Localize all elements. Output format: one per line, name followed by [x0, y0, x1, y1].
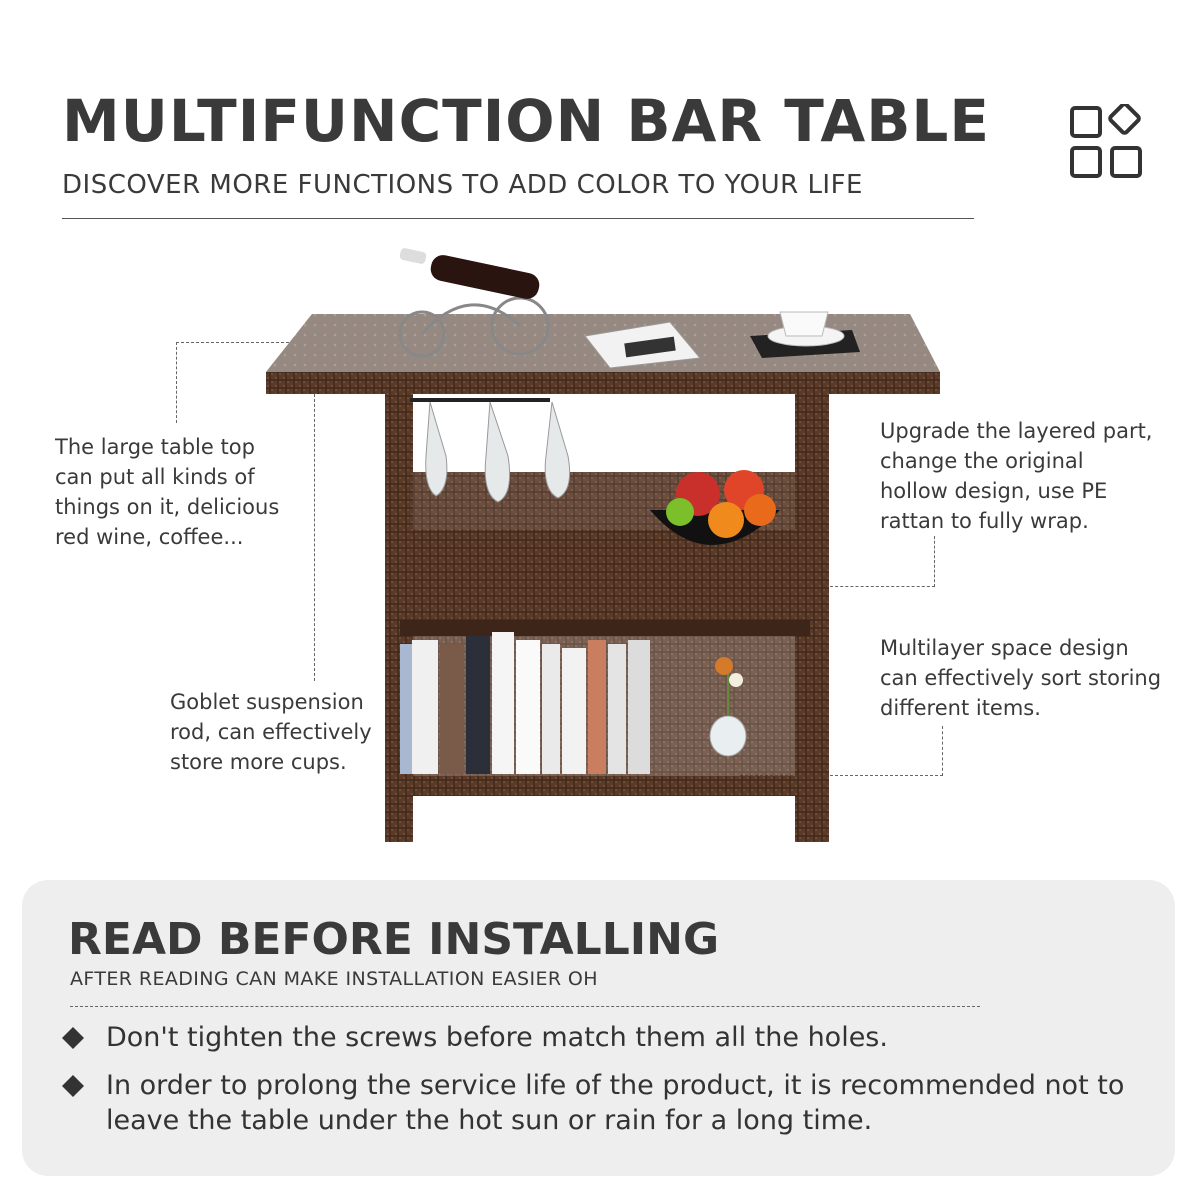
install-tip-text: Don't tighten the screws before match them all the holes. — [106, 1022, 888, 1053]
callout-table-top: The large table top can put all kinds of things on it, delicious red wine, coffee... — [55, 435, 280, 549]
install-subtitle: AFTER READING CAN MAKE INSTALLATION EASIER OH — [70, 968, 598, 990]
diamond-bullet-icon — [62, 1027, 84, 1049]
install-divider — [70, 1006, 980, 1007]
bar-table-illustration — [250, 240, 970, 860]
middle-shelf — [400, 530, 810, 620]
book-row — [400, 632, 650, 774]
callout-goblet-rod: Goblet suspension rod, can effectively store more cups. — [170, 690, 372, 774]
diamond-bullet-icon — [62, 1075, 84, 1097]
bottom-shelf — [400, 776, 810, 796]
page-subtitle: DISCOVER MORE FUNCTIONS TO ADD COLOR TO YOUR LIFE — [62, 170, 863, 200]
title-divider — [62, 218, 974, 219]
install-tip-text: In order to prolong the service life of the product, it is recommended not to leave the table under the hot sun or rain for a long time. — [106, 1070, 1125, 1136]
install-title: READ BEFORE INSTALLING — [68, 914, 720, 965]
page-title: MULTIFUNCTION BAR TABLE — [62, 87, 991, 155]
callout-multilayer: Multilayer space design can effectively sort storing different items. — [880, 636, 1162, 720]
callout-layered-part: Upgrade the layered part, change the original hollow design, use PE rattan to fully wrap. — [880, 419, 1153, 533]
grid-squares-diamond-icon — [1068, 104, 1144, 180]
